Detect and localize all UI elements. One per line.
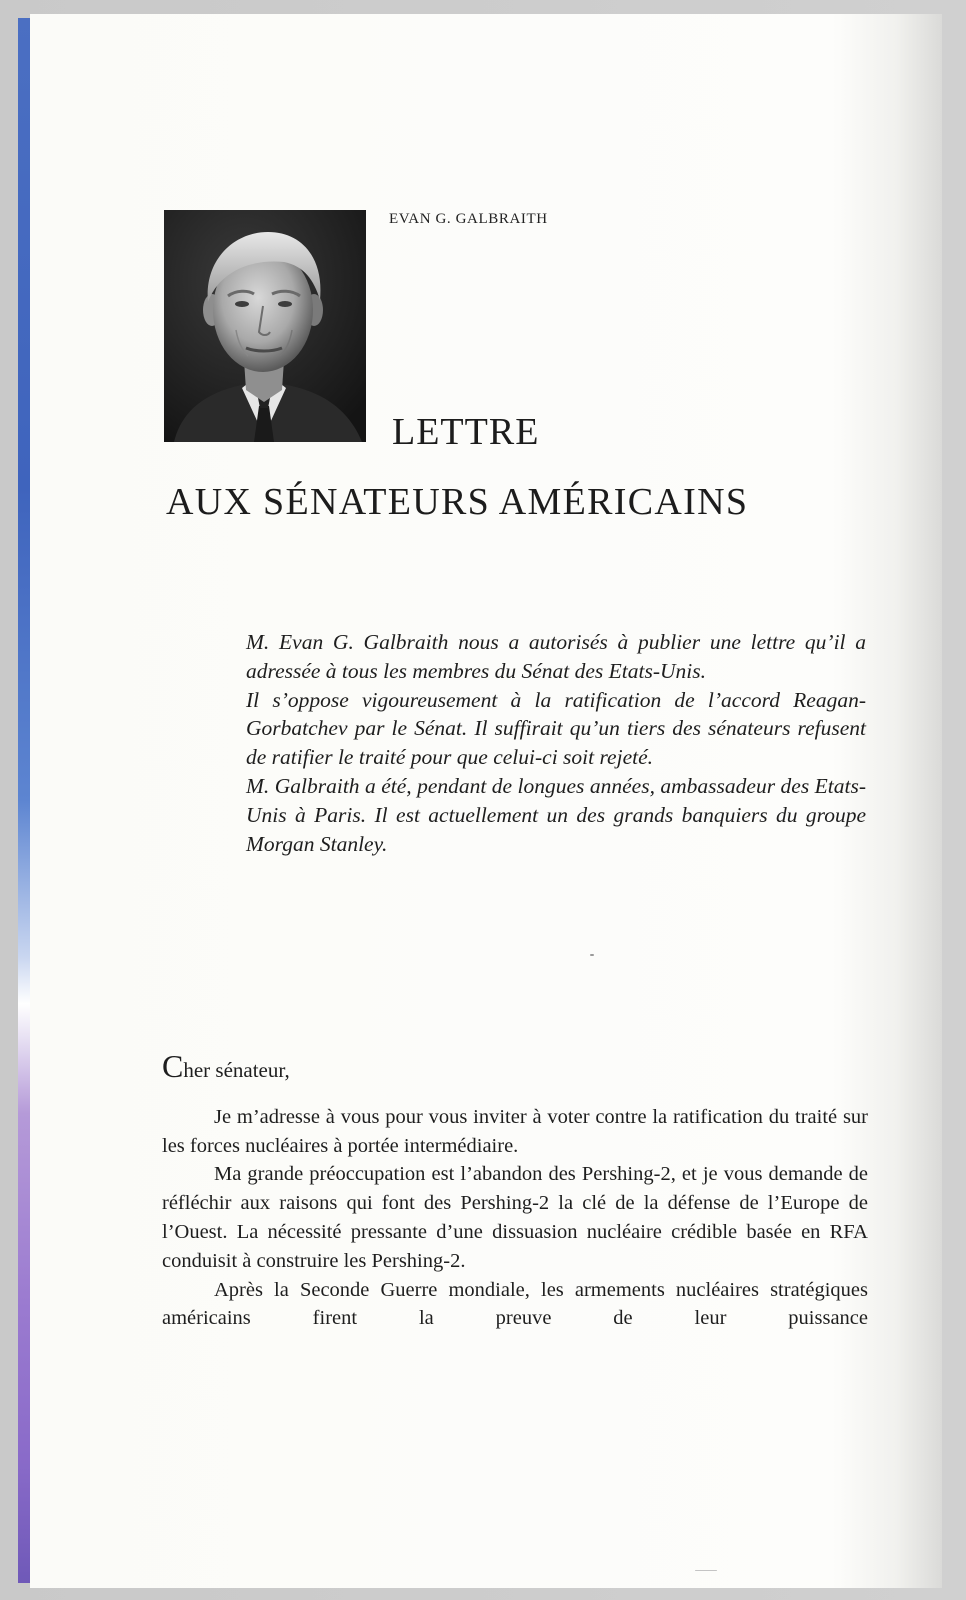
letter-body [162,1048,868,1333]
article-title-line-1: LETTRE [392,411,540,453]
portrait-illustration [164,210,366,442]
paper-speck [590,954,594,956]
intro-paragraph: M. Galbraith a été, pendant de longues années, ambassadeur des Etats-Unis à Paris. Il est actuellement un des grands banquiers du groupe Morgan Stanley. [246,773,866,856]
intro-paragraph: M. Evan G. Galbraith nous a autorisés à publier une lettre qu’il a adressée à tous les membres du Sénat des Etats-Unis. [246,630,866,683]
article-title-line-2: AUX SÉNATEURS AMÉRICAINS [166,481,749,523]
letter-paragraph: Ma grande préoccupation est l’abandon des Pershing-2, et je vous demande de réfléchir aux raisons qui font des Pershing-2 la clé de la défense de l’Europe de l’Ouest. La nécessité pressante d’une dissuasion nucléaire crédible basée en RFA conduisit à construire les Pershing-2. [162,1163,868,1272]
letter-paragraph: Après la Seconde Guerre mondiale, les armements nucléaires stratégiques américains firent la preuve de leur puissance [162,1278,868,1330]
letter-paragraph: Je m’adresse à vous pour vous inviter à voter contre la ratification du traité sur les forces nucléaires à portée intermédiaire. [162,1105,868,1157]
author-name: EVAN G. GALBRAITH [389,211,548,227]
author-portrait-photo [164,210,366,442]
intro-paragraph: Il s’oppose vigoureusement à la ratification de l’accord Reagan-Gorbatchev par le Sénat. Il suffirait qu’un tiers des sénateurs refusent de ratifier le traité pour que celui-ci soit rejeté. [246,687,866,770]
salutation-text: her sénateur, [183,1058,290,1082]
book-page [30,14,942,1588]
editorial-introduction [246,628,866,858]
paper-speck [695,1570,717,1571]
letter-salutation [162,1048,868,1085]
salutation-initial: C [162,1048,184,1084]
